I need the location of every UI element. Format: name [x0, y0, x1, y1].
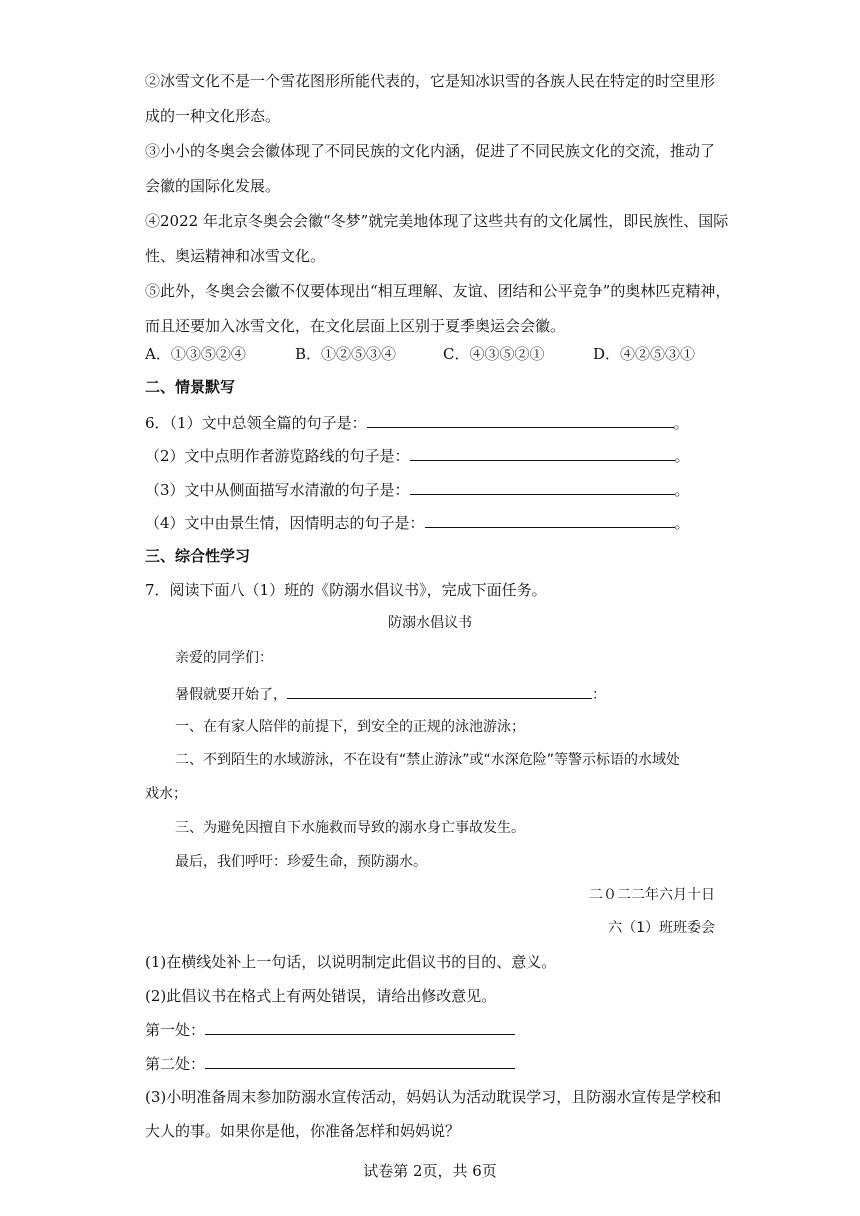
passage-line: 而且还要加入冰雪文化，在文化层面上区别于夏季奥运会会徽。: [145, 317, 566, 335]
passage-line: 会徽的国际化发展。: [145, 177, 281, 195]
choice-b[interactable]: B．①②⑤③④: [295, 345, 397, 363]
question-7: 7．阅读下面八（1）班的《防溺水倡议书》，完成下面任务。: [145, 581, 547, 599]
task-1: (1)在横线处补上一句话，以说明制定此倡议书的目的、意义。: [145, 953, 557, 971]
answer-blank[interactable]: [287, 684, 592, 699]
task-3: (3)小明准备周末参加防溺水宣传活动，妈妈认为活动耽误学习，且防溺水宣传是学校和: [145, 1088, 722, 1106]
passage-line: 性、奥运精神和冰雪文化。: [145, 247, 326, 265]
choice-c[interactable]: C．④③⑤②①: [443, 345, 545, 363]
question-6-3: [145, 480, 690, 500]
answer-blank[interactable]: [205, 1020, 515, 1035]
passage-line: ④2022 年北京冬奥会会徽“冬梦”就完美地体现了这些共有的文化属性，即民族性、国际: [145, 212, 729, 230]
section-heading: 三、综合性学习: [145, 547, 251, 565]
choice-d[interactable]: D．④②⑤③①: [593, 345, 696, 363]
section-heading: 二、情景默写: [145, 378, 236, 396]
task-2-second: [145, 1054, 515, 1074]
first-label: 第一处：: [145, 1021, 206, 1039]
period: 。: [674, 481, 690, 499]
question-6-4: [145, 513, 690, 533]
question-text: （3）文中从侧面描写水清澈的句子是：: [145, 481, 410, 499]
question-6-1: [145, 413, 689, 433]
question-text: 6．（1）文中总领全篇的句子是：: [145, 414, 367, 432]
page-footer: 试卷第 2页，共 6页: [363, 1162, 497, 1180]
passage-line: ③小小的冬奥会会徽体现了不同民族的文化内涵，促进了不同民族文化的交流，推动了: [145, 142, 716, 160]
choice-a[interactable]: A．①③⑤②④: [145, 345, 246, 363]
letter-date: 二０二二年六月十日: [589, 887, 715, 903]
answer-blank[interactable]: [205, 1054, 515, 1069]
task-2-first: [145, 1020, 515, 1040]
letter-item-1: 一、在有家人陪伴的前提下，到安全的正规的泳池游泳；: [175, 719, 525, 735]
answer-blank[interactable]: [410, 480, 675, 495]
letter-item-2-cont: 戏水；: [145, 786, 187, 802]
letter-title: 防溺水倡议书: [388, 615, 472, 631]
passage-line: ②冰雪文化不是一个雪花图形所能代表的，它是知冰识雪的各族人民在特定的时空里形: [145, 72, 716, 90]
colon: ：: [592, 687, 606, 703]
period: 。: [673, 414, 689, 432]
letter-item-3: 三、为避免因擅自下水施救而导致的溺水身亡事故发生。: [175, 820, 525, 836]
question-6-2: [145, 446, 690, 466]
letter-closing: 最后，我们呼吁：珍爱生命，预防溺水。: [175, 854, 427, 870]
period: 。: [674, 514, 690, 532]
letter-intro: [175, 684, 606, 705]
task-3-cont: 大人的事。如果你是他，你准备怎样和妈妈说？: [145, 1122, 461, 1140]
question-text: （4）文中由景生情，因情明志的句子是：: [145, 514, 425, 532]
task-2: (2)此倡议书在格式上有两处错误，请给出修改意见。: [145, 987, 497, 1005]
answer-blank[interactable]: [425, 513, 675, 528]
period: 。: [674, 447, 690, 465]
letter-signer: 六（1）班班委会: [608, 920, 715, 936]
letter-intro-text: 暑假就要开始了，: [175, 687, 287, 703]
answer-blank[interactable]: [410, 446, 675, 461]
second-label: 第二处：: [145, 1055, 206, 1073]
letter-item-2: 二、不到陌生的水域游泳，不在设有“禁止游泳”或“水深危险”等警示标语的水域处: [175, 752, 681, 768]
passage-line: ⑤此外，冬奥会会徽不仅要体现出“相互理解、友谊、团结和公平竞争”的奥林匹克精神，: [145, 282, 731, 300]
passage-line: 成的一种文化形态。: [145, 107, 281, 125]
letter-greeting: 亲爱的同学们：: [175, 650, 273, 666]
question-text: （2）文中点明作者游览路线的句子是：: [145, 447, 410, 465]
answer-blank[interactable]: [367, 413, 674, 428]
